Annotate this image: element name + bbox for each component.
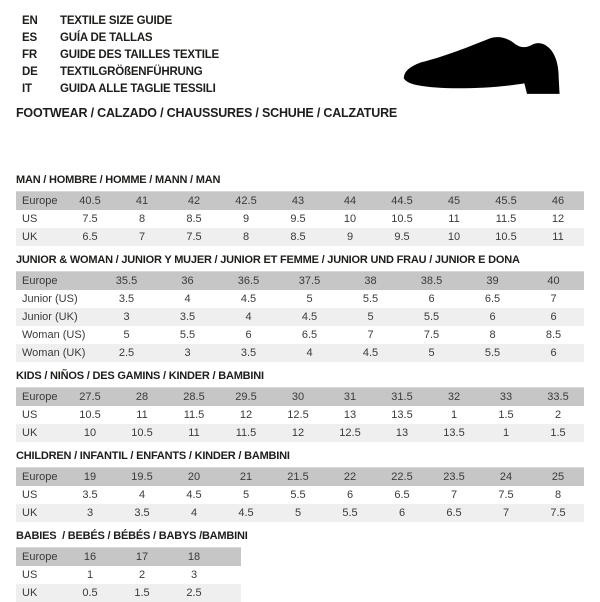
size-cell: 4 — [245, 311, 252, 323]
size-cell: 11 — [136, 409, 148, 421]
table-row — [16, 344, 584, 362]
table-row — [16, 228, 584, 246]
table-title: BABIES / BEBÉS / BÉBÉS / BABYS /BAMBINI — [16, 530, 248, 542]
table-row — [16, 467, 584, 486]
size-cell: 5.5 — [342, 507, 358, 519]
size-cell: 6 — [489, 311, 496, 323]
row-label: Europe — [22, 471, 58, 483]
size-cell: 5 — [306, 293, 313, 305]
language-code: EN — [22, 14, 38, 27]
size-cell: 11 — [448, 213, 460, 225]
size-cell: 6.5 — [394, 489, 410, 501]
size-cell: 9 — [242, 213, 250, 225]
size-cell: 24 — [499, 471, 513, 483]
table-row — [16, 271, 584, 290]
size-cell: 30 — [291, 391, 305, 403]
size-cell: 8.5 — [186, 213, 202, 225]
language-label: TEXTILE SIZE GUIDE — [60, 14, 173, 27]
size-cell: 12 — [551, 213, 565, 225]
size-cell: 12 — [239, 409, 253, 421]
size-cell: 10.5 — [495, 231, 517, 243]
size-cell: 29.5 — [235, 391, 257, 403]
size-cell: 5.5 — [179, 329, 196, 341]
size-cell: 32 — [447, 391, 461, 403]
row-label: UK — [22, 231, 38, 243]
size-cell: 7.5 — [550, 507, 566, 519]
size-cell: 1.5 — [134, 587, 150, 599]
size-cell: 3.5 — [240, 347, 257, 359]
size-cell: 6 — [550, 347, 557, 359]
size-cell: 33 — [499, 391, 513, 403]
size-cell: 43 — [291, 195, 305, 207]
size-cell: 5 — [242, 489, 250, 501]
row-label: US — [22, 213, 38, 225]
size-cell: 4 — [138, 489, 146, 501]
size-cell: 4.5 — [240, 293, 257, 305]
size-cell: 9.5 — [290, 213, 306, 225]
size-cell: 7 — [550, 293, 557, 305]
language-code: IT — [22, 82, 32, 95]
table-row — [16, 290, 584, 308]
table-title: CHILDREN / INFANTIL / ENFANTS / KINDER / BAMBINI — [16, 450, 290, 462]
table-row — [16, 424, 584, 442]
size-cell: 13.5 — [391, 409, 413, 421]
row-label: US — [22, 489, 38, 501]
size-cell: 20 — [187, 471, 201, 483]
size-cell: 2 — [554, 409, 562, 421]
size-cell: 21 — [239, 471, 253, 483]
table-row — [16, 210, 584, 228]
size-cell: 4.5 — [362, 347, 379, 359]
size-table-children — [16, 442, 584, 522]
size-cell: 10 — [447, 231, 461, 243]
size-cell: 5.5 — [362, 293, 379, 305]
size-cell: 3.5 — [118, 293, 135, 305]
row-label: US — [22, 409, 38, 421]
language-label: GUIDA ALLE TAGLIE TESSILI — [60, 82, 216, 95]
size-cell: 5 — [123, 329, 130, 341]
language-row — [22, 80, 219, 97]
size-cell: 25 — [551, 471, 565, 483]
size-cell: 11 — [188, 427, 200, 439]
row-label: US — [22, 569, 38, 581]
size-cell: 38 — [364, 275, 377, 287]
size-cell: 41 — [135, 195, 149, 207]
size-cell: 7.5 — [498, 489, 514, 501]
size-cell: 22 — [343, 471, 357, 483]
size-cell: 10.5 — [131, 427, 153, 439]
size-cell: 33.5 — [547, 391, 569, 403]
language-code: FR — [22, 48, 37, 61]
size-cell: 8 — [554, 489, 562, 501]
row-label: Europe — [22, 195, 58, 207]
size-cell: 2.5 — [118, 347, 135, 359]
size-cell: 18 — [187, 551, 201, 563]
language-row — [22, 46, 219, 63]
size-cell: 23.5 — [443, 471, 465, 483]
size-cell: 4.5 — [186, 489, 202, 501]
row-label: Woman (UK) — [22, 347, 86, 359]
row-label: UK — [22, 507, 38, 519]
size-cell: 1 — [86, 569, 94, 581]
size-cell: 3.5 — [179, 311, 196, 323]
size-cell: 40 — [547, 275, 560, 287]
size-table-junior-woman — [16, 246, 584, 362]
size-cell: 6 — [428, 293, 435, 305]
size-cell: 12.5 — [339, 427, 361, 439]
size-cell: 5 — [367, 311, 374, 323]
row-label: Junior (US) — [22, 293, 78, 305]
size-cell: 45.5 — [495, 195, 517, 207]
size-cell: 6 — [346, 489, 354, 501]
language-code: DE — [22, 65, 38, 78]
size-cell: 19.5 — [131, 471, 153, 483]
size-cell: 9.5 — [394, 231, 410, 243]
size-cell: 16 — [83, 551, 97, 563]
size-cell: 3.5 — [82, 489, 98, 501]
shoe-icon — [392, 20, 574, 108]
size-cell: 3 — [86, 507, 94, 519]
language-label: TEXTILGRÖßENFÜHRUNG — [60, 65, 203, 78]
size-cell: 6.5 — [484, 293, 501, 305]
size-cell: 31 — [343, 391, 357, 403]
size-cell: 0.5 — [82, 587, 98, 599]
size-cell: 3 — [184, 347, 191, 359]
row-label: Europe — [22, 551, 58, 563]
size-cell: 5.5 — [484, 347, 501, 359]
size-cell: 13 — [343, 409, 357, 421]
size-cell: 11.5 — [495, 213, 517, 225]
size-cell: 3.5 — [134, 507, 150, 519]
size-cell: 1.5 — [550, 427, 566, 439]
size-cell: 1 — [502, 427, 510, 439]
table-row — [16, 486, 584, 504]
size-cell: 10 — [343, 213, 357, 225]
table-title: KIDS / NIÑOS / DES GAMINS / KINDER / BAMBINI — [16, 370, 264, 382]
size-cell: 8 — [489, 329, 496, 341]
size-cell: 45 — [447, 195, 461, 207]
size-cell: 8.5 — [545, 329, 562, 341]
table-title: JUNIOR & WOMAN / JUNIOR Y MUJER / JUNIOR ET FEMME / JUNIOR UND FRAU / JUNIOR E DONA — [16, 254, 520, 266]
size-cell: 11.5 — [235, 427, 257, 439]
size-cell: 44 — [343, 195, 357, 207]
size-cell: 6 — [398, 507, 406, 519]
size-cell: 4.5 — [238, 507, 254, 519]
size-cell: 5.5 — [290, 489, 306, 501]
table-row — [16, 566, 241, 584]
size-cell: 7 — [138, 231, 146, 243]
table-row — [16, 308, 584, 326]
size-cell: 8.5 — [290, 231, 306, 243]
row-label: Junior (UK) — [22, 311, 78, 323]
table-row — [16, 406, 584, 424]
size-cell: 9 — [346, 231, 354, 243]
size-cell: 6.5 — [301, 329, 318, 341]
size-cell: 3 — [123, 311, 130, 323]
size-cell: 8 — [242, 231, 250, 243]
size-cell: 6.5 — [82, 231, 98, 243]
size-cell: 27.5 — [79, 391, 101, 403]
table-row — [16, 326, 584, 344]
size-cell: 35.5 — [115, 275, 138, 287]
size-cell: 17 — [135, 551, 149, 563]
size-cell: 13 — [395, 427, 409, 439]
table-title: MAN / HOMBRE / HOMME / MANN / MAN — [16, 174, 221, 186]
size-cell: 44.5 — [391, 195, 413, 207]
size-cell: 2 — [138, 569, 146, 581]
size-cell: 4 — [184, 293, 191, 305]
size-cell: 1.5 — [498, 409, 514, 421]
size-cell: 7.5 — [423, 329, 440, 341]
size-cell: 6 — [550, 311, 557, 323]
size-cell: 13.5 — [443, 427, 465, 439]
size-cell: 10.5 — [391, 213, 413, 225]
size-cell: 21.5 — [287, 471, 309, 483]
language-row — [22, 12, 219, 29]
size-cell: 36 — [181, 275, 194, 287]
language-code: ES — [22, 31, 37, 44]
size-cell: 42.5 — [235, 195, 257, 207]
size-cell: 7 — [502, 507, 510, 519]
size-cell: 39 — [486, 275, 499, 287]
size-cell: 8 — [138, 213, 146, 225]
size-cell: 42 — [187, 195, 201, 207]
size-cell: 1 — [450, 409, 458, 421]
size-cell: 5.5 — [423, 311, 440, 323]
size-cell: 36.5 — [237, 275, 260, 287]
language-label: GUÍA DE TALLAS — [60, 31, 153, 44]
language-row — [22, 29, 219, 46]
size-cell: 7 — [367, 329, 374, 341]
size-cell: 7.5 — [82, 213, 98, 225]
size-cell: 5 — [294, 507, 302, 519]
row-label: Europe — [22, 275, 58, 287]
size-cell: 2.5 — [186, 587, 202, 599]
size-cell: 12.5 — [287, 409, 309, 421]
table-row — [16, 387, 584, 406]
size-cell: 4 — [190, 507, 198, 519]
table-row — [16, 191, 584, 210]
table-row — [16, 504, 584, 522]
size-cell: 12 — [291, 427, 305, 439]
size-cell: 28.5 — [183, 391, 205, 403]
size-table-man — [16, 166, 584, 246]
table-row — [16, 584, 241, 602]
size-cell: 4 — [306, 347, 313, 359]
size-cell: 10.5 — [79, 409, 101, 421]
row-label: Europe — [22, 391, 58, 403]
size-cell: 19 — [83, 471, 97, 483]
category-title: FOOTWEAR / CALZADO / CHAUSSURES / SCHUHE / CALZATURE — [16, 106, 398, 120]
size-cell: 6.5 — [446, 507, 462, 519]
table-row — [16, 547, 241, 566]
row-label: Woman (US) — [22, 329, 86, 341]
size-cell: 7 — [450, 489, 458, 501]
size-cell: 31.5 — [391, 391, 413, 403]
size-cell: 6 — [245, 329, 252, 341]
size-cell: 3 — [190, 569, 198, 581]
size-cell: 40.5 — [79, 195, 101, 207]
language-list — [22, 12, 219, 97]
size-cell: 10 — [83, 427, 97, 439]
size-cell: 37.5 — [298, 275, 321, 287]
size-table-babies — [16, 522, 584, 602]
language-row — [22, 63, 219, 80]
size-cell: 11 — [552, 231, 564, 243]
language-label: GUIDE DES TAILLES TEXTILE — [60, 48, 219, 61]
size-cell: 7.5 — [186, 231, 202, 243]
size-cell: 22.5 — [391, 471, 413, 483]
size-cell: 5 — [428, 347, 435, 359]
row-label: UK — [22, 427, 38, 439]
size-cell: 11.5 — [183, 409, 205, 421]
size-cell: 46 — [551, 195, 565, 207]
size-table-kids — [16, 362, 584, 442]
row-label: UK — [22, 587, 38, 599]
size-cell: 4.5 — [301, 311, 318, 323]
size-cell: 28 — [135, 391, 149, 403]
size-tables — [16, 166, 584, 602]
size-cell: 38.5 — [420, 275, 443, 287]
